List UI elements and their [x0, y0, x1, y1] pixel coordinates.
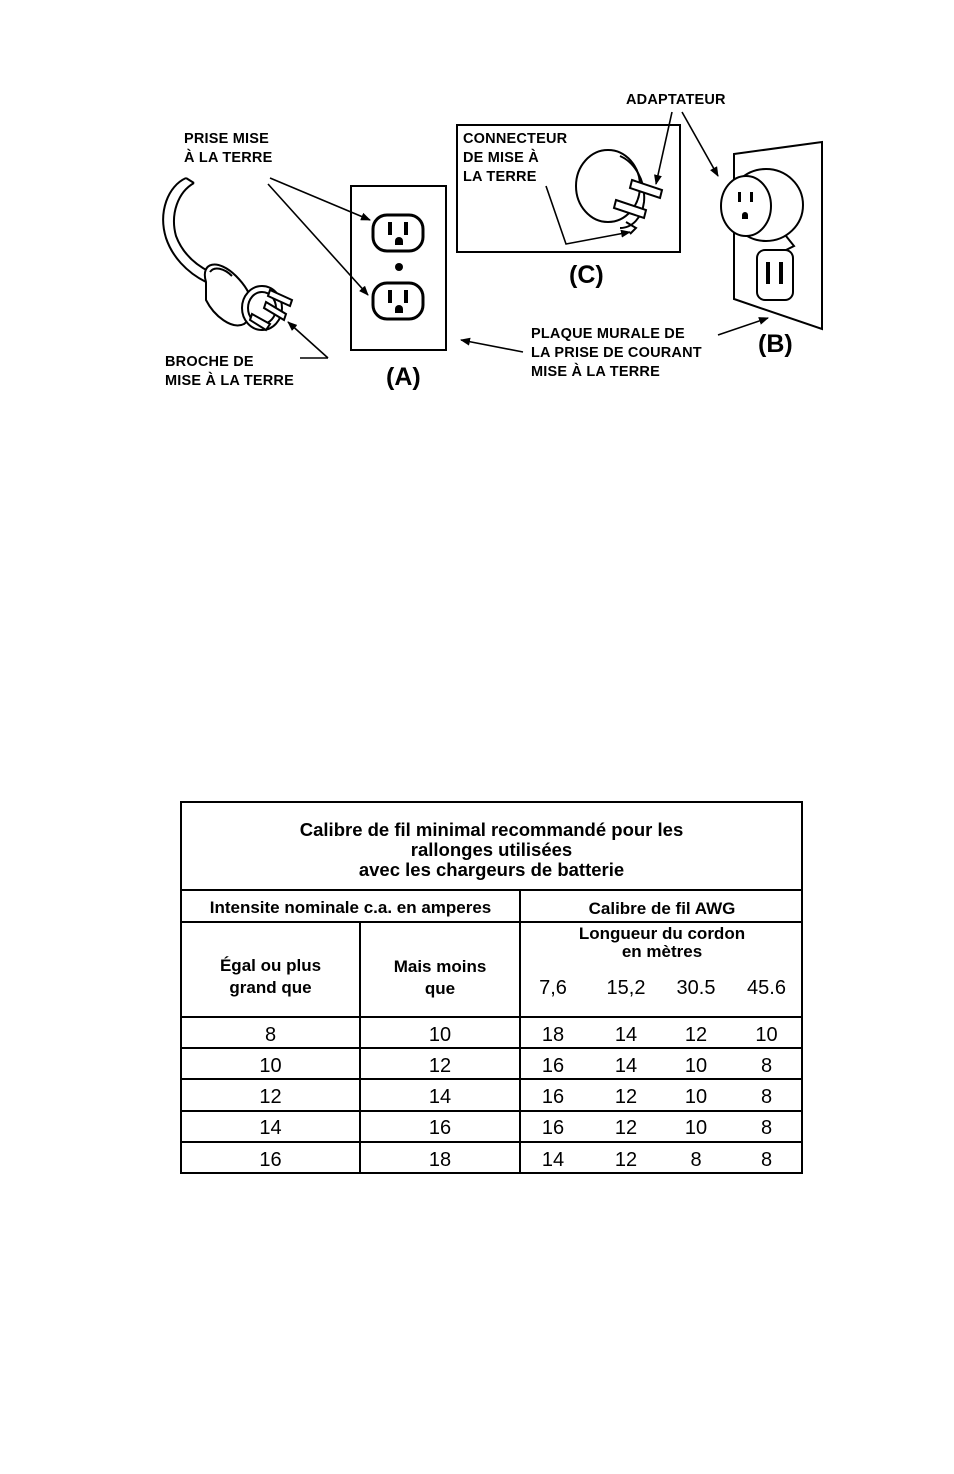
divider — [182, 1016, 801, 1018]
figure-c-label: (C) — [569, 261, 604, 289]
cell-max: 14 — [428, 1086, 452, 1108]
divider — [182, 1078, 801, 1080]
subheader-egal-line1: Égal ou plus — [219, 956, 322, 975]
header-calibre: Calibre de fil AWG — [588, 899, 736, 918]
cell-min: 8 — [264, 1024, 277, 1046]
cell-awg-7-6: 14 — [541, 1149, 565, 1171]
cell-awg-7-6: 16 — [541, 1055, 565, 1077]
table-title — [182, 820, 801, 880]
figure-b-label: (B) — [758, 330, 793, 358]
table-title-line3: avec les chargeurs de batterie — [358, 859, 625, 880]
prise-mise-label-line2: À LA TERRE — [184, 150, 273, 166]
subheader-longueur-line1: Longueur du cordon — [578, 924, 746, 943]
cell-awg-30-5: 8 — [690, 1149, 702, 1171]
subheader-egal-line2: grand que — [229, 978, 312, 997]
cell-awg-45-6: 8 — [760, 1086, 773, 1108]
subheader-moins-line1: Mais moins — [393, 957, 487, 976]
figure-a-label: (A) — [386, 363, 421, 391]
cell-awg-30-5: 10 — [684, 1086, 708, 1108]
cell-awg-30-5: 12 — [684, 1024, 708, 1046]
cell-awg-45-6: 8 — [760, 1117, 773, 1139]
cell-awg-45-6: 8 — [760, 1149, 773, 1171]
cell-min: 16 — [259, 1149, 282, 1171]
length-45-6: 45.6 — [747, 977, 786, 999]
divider — [182, 1110, 801, 1112]
plaque-label-line2: LA PRISE DE COURANT — [531, 345, 702, 361]
cell-awg-30-5: 10 — [684, 1117, 708, 1139]
plaque-label-line3: MISE À LA TERRE — [531, 364, 660, 380]
cell-awg-30-5: 10 — [684, 1055, 708, 1077]
wire-gauge-table — [180, 801, 803, 1174]
grounded-outlet-plate-a — [351, 186, 446, 350]
divider — [182, 889, 801, 891]
cell-awg-15-2: 12 — [614, 1117, 638, 1139]
grounding-plug-icon — [163, 178, 292, 330]
cell-max: 12 — [428, 1055, 452, 1077]
cell-awg-15-2: 14 — [614, 1055, 638, 1077]
length-30-5: 30.5 — [676, 977, 716, 999]
length-7-6: 7,6 — [539, 977, 567, 999]
divider — [182, 1141, 801, 1143]
subheader-moins-line2: que — [424, 979, 456, 998]
cell-awg-15-2: 12 — [614, 1149, 638, 1171]
cell-awg-7-6: 18 — [541, 1024, 565, 1046]
broche-label-line1: BROCHE DE — [165, 354, 254, 370]
wall-plate-with-adapter-b — [721, 142, 822, 329]
adaptateur-label: ADAPTATEUR — [626, 92, 726, 108]
connecteur-label-line2: DE MISE À — [463, 150, 539, 166]
cell-max: 10 — [428, 1024, 452, 1046]
length-15-2: 15,2 — [606, 977, 646, 999]
prise-mise-label-line1: PRISE MISE — [184, 131, 269, 147]
divider — [182, 1047, 801, 1049]
cell-max: 18 — [428, 1149, 452, 1171]
connecteur-label-line3: LA TERRE — [463, 169, 537, 185]
plaque-label-line1: PLAQUE MURALE DE — [531, 326, 685, 342]
table-title-line2: rallonges utilisées — [410, 839, 573, 860]
cell-min: 12 — [259, 1086, 282, 1108]
cell-awg-7-6: 16 — [541, 1086, 565, 1108]
cell-awg-15-2: 14 — [614, 1024, 638, 1046]
cell-awg-45-6: 8 — [760, 1055, 773, 1077]
grounding-illustration — [0, 0, 954, 420]
header-intensite: Intensite nominale c.a. en amperes — [209, 898, 492, 917]
cell-min: 10 — [259, 1055, 282, 1077]
subheader-longueur-line2: en mètres — [621, 942, 703, 961]
table-title-line1: Calibre de fil minimal recommandé pour les — [299, 819, 684, 840]
broche-label-line2: MISE À LA TERRE — [165, 373, 294, 389]
cell-min: 14 — [259, 1117, 282, 1139]
cell-max: 16 — [428, 1117, 452, 1139]
divider — [182, 921, 801, 923]
cell-awg-7-6: 16 — [541, 1117, 565, 1139]
cell-awg-45-6: 10 — [755, 1024, 778, 1046]
connecteur-label-line1: CONNECTEUR — [463, 131, 568, 147]
cell-awg-15-2: 12 — [614, 1086, 638, 1108]
